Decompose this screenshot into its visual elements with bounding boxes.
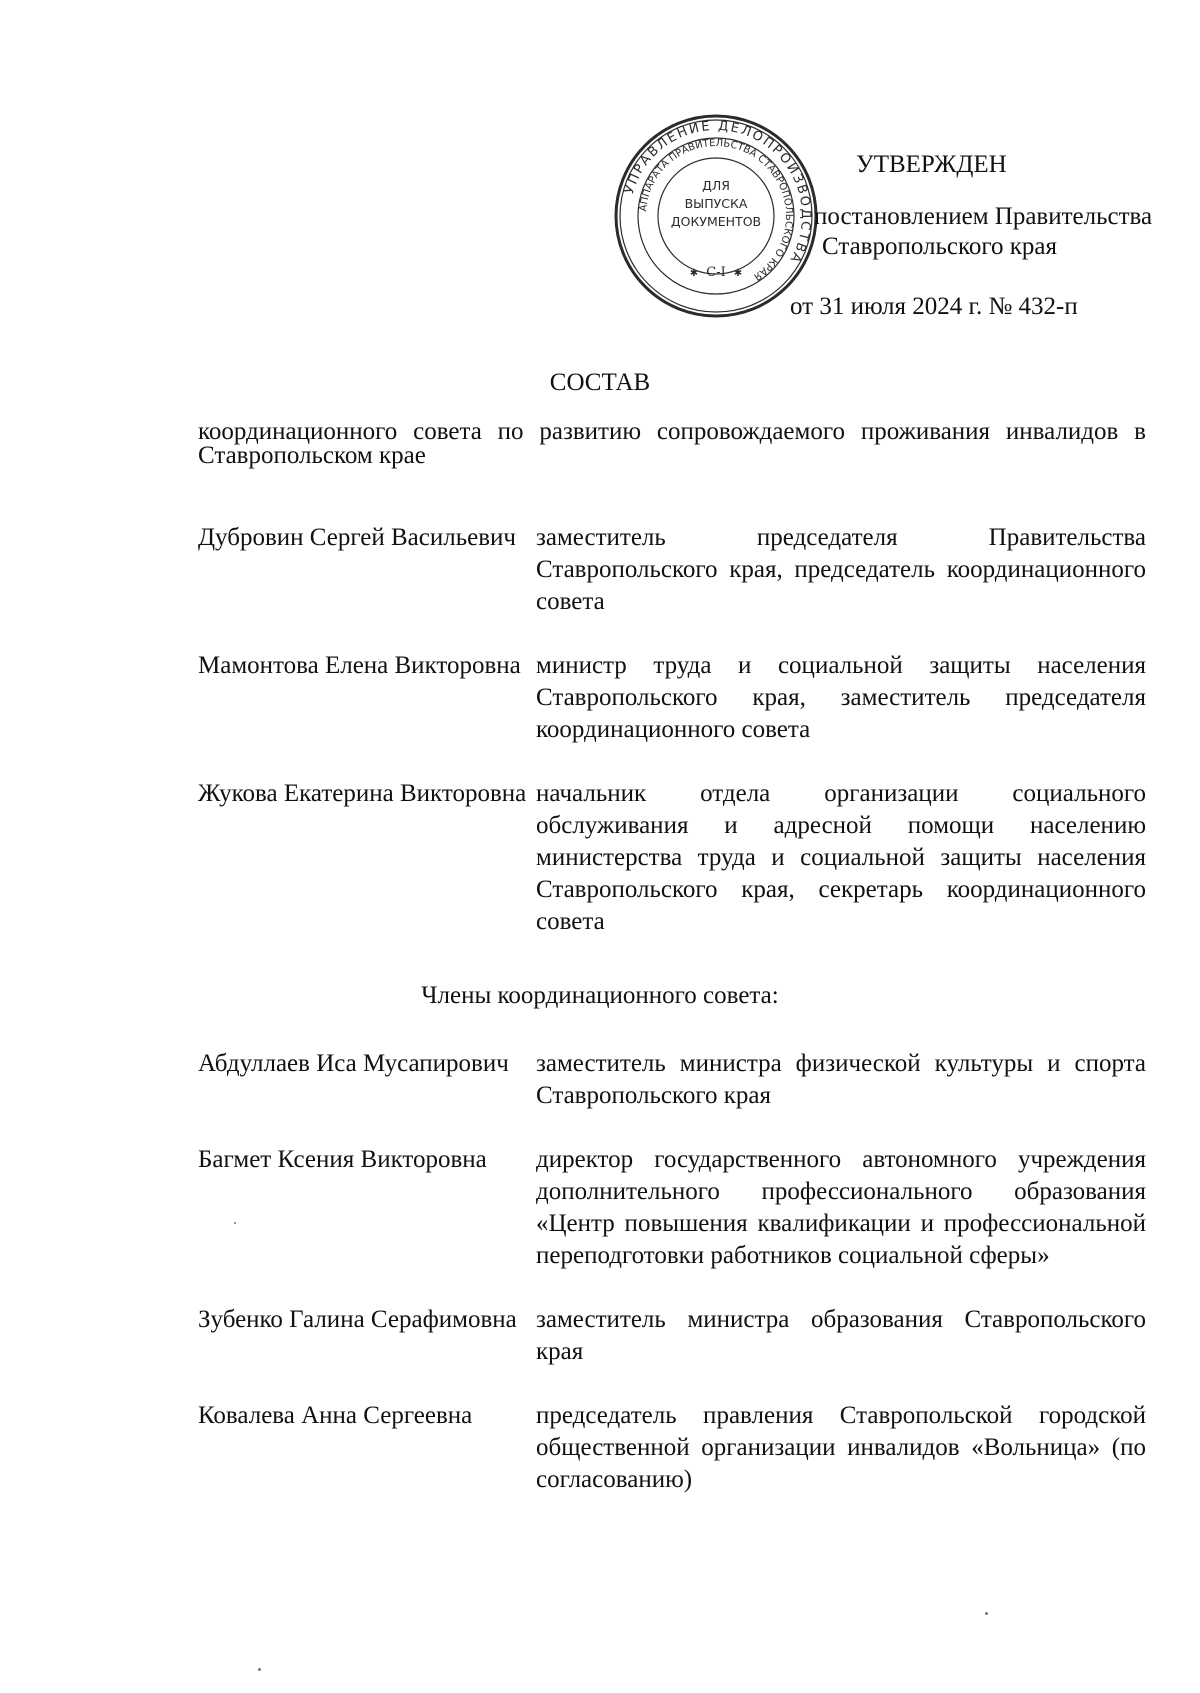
member-name: Зубенко Галина Серафимовна [198,1306,517,1333]
approval-heading: УТВЕРЖДЕН [856,151,1007,178]
stamp-inner-text: АППАРАТА ПРАВИТЕЛЬСТВА СТАВРОПОЛЬСКОГО КРАЯ [638,137,795,283]
members-list [198,1048,1146,1496]
member-name: Дубровин Сергей Васильевич [198,524,516,551]
scan-speck [258,1668,261,1671]
member-name: Багмет Ксения Викторовна [198,1146,487,1173]
member-role: председатель правления Ставропольской городской общественной организации инвалидов «Вольница» (по согласованию) [536,1402,1146,1493]
stamp-center-line-3: ДОКУМЕНТОВ [670,214,762,229]
members-heading: Члены координационного совета: [421,982,779,1009]
member-name: Жукова Екатерина Викторовна [198,780,527,807]
stamp-star-icon: ✱ [689,268,699,279]
scan-speck [985,1612,988,1615]
stamp-center-line-2: ВЫПУСКА [684,196,748,211]
member-role: заместитель председателя Правительства Ставропольского края, председатель координационного совета [536,524,1146,615]
list-item [198,522,1146,618]
list-item [198,1304,1146,1368]
list-item [198,1400,1146,1496]
member-role: директор государственного автономного учреждения дополнительного профессионального образования «Центр повышения квалификации и профессиональной переподготовки работников социальной сферы» [536,1146,1146,1269]
document-subtitle: координационного совета по развитию сопровождаемого проживания инвалидов в Ставропольском крае [198,418,1146,469]
list-item [198,650,1146,746]
leaders-list [198,522,1146,938]
member-role: начальник отдела организации социального обслуживания и адресной помощи населению министерства труда и социальной защиты населения Ставропольского края, секретарь координационного совета [536,780,1146,935]
approval-line-1: постановлением Правительства [814,203,1153,230]
approval-date-number: от 31 июля 2024 г. № 432-п [790,293,1078,320]
member-name: Абдуллаев Иса Мусапирович [198,1050,509,1077]
stamp-center-line-1: ДЛЯ [702,178,730,193]
stamp-code: С-I [706,265,726,280]
member-role: заместитель министра образования Ставропольского края [536,1306,1146,1365]
stamp-outer-text: УПРАВЛЕНИЕ ДЕЛОПРОИЗВОДСТВА [622,118,814,267]
list-item [198,778,1146,938]
list-item [198,1048,1146,1112]
member-name: Ковалева Анна Сергеевна [198,1402,473,1429]
scan-speck [234,1222,236,1224]
member-role: заместитель министра физической культуры и спорта Ставропольского края [536,1050,1146,1109]
approval-line-2: Ставропольского края [822,233,1057,260]
list-item [198,1144,1146,1272]
stamp-star-icon: ✱ [733,268,743,279]
document-title: СОСТАВ [549,369,651,396]
member-role: министр труда и социальной защиты населения Ставропольского края, заместитель председателя координационного совета [536,652,1146,743]
official-stamp [612,112,820,320]
member-name: Мамонтова Елена Викторовна [198,652,521,679]
